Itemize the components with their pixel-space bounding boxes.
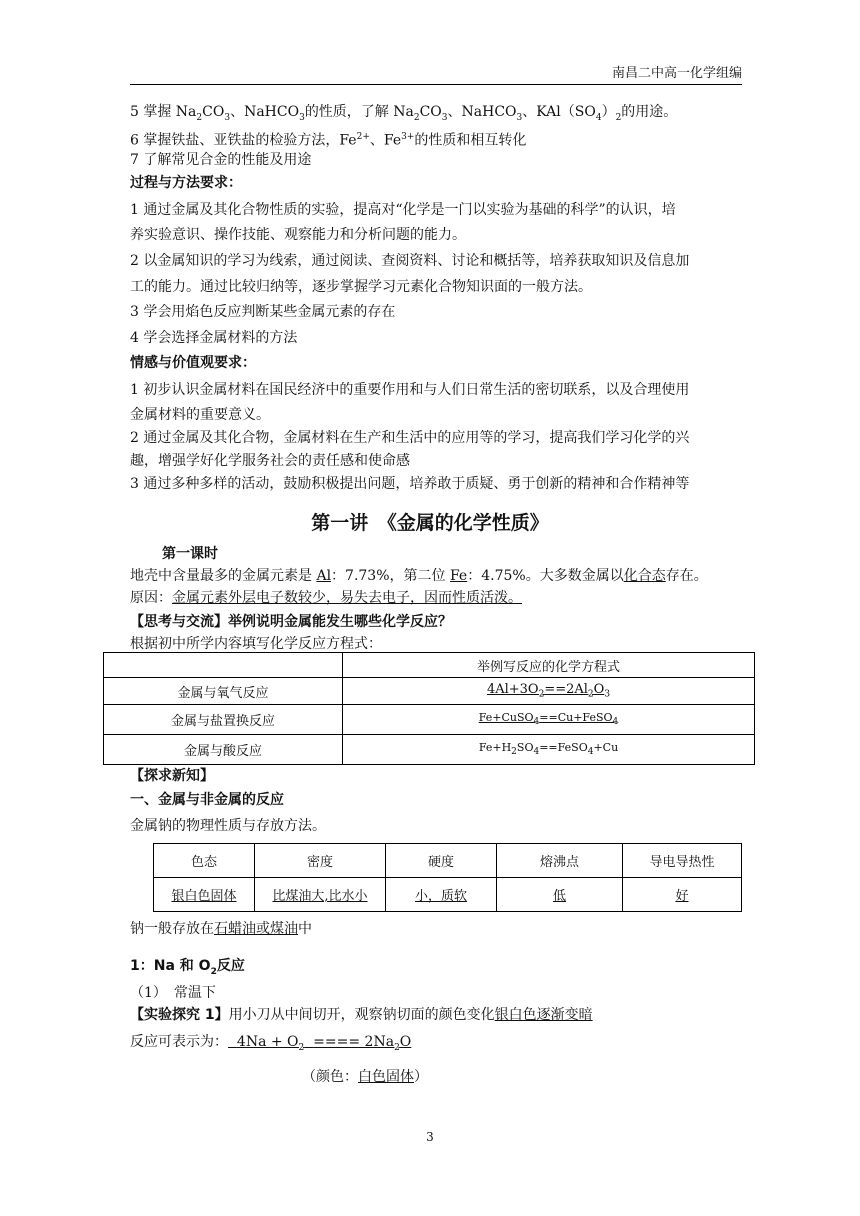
- think-prompt: 【思考与交流】举例说明金属能发生哪些化学反应？: [130, 614, 452, 630]
- page-header: 南昌二中高一化学组编: [611, 66, 742, 81]
- condition-normal-temp: （1） 常温下: [130, 985, 216, 1001]
- page-number: 3: [426, 1130, 434, 1144]
- fill-instruction: 根据初中所学内容填写化学反应方程式：: [130, 636, 382, 652]
- process-4: 4 学会选择金属材料的方法: [130, 330, 298, 346]
- experiment-1: 【实验探究 1】用小刀从中间切开，观察钠切面的颜色变化银白色逐渐变暗: [130, 1007, 593, 1023]
- emotion-1-line2: 金属材料的重要意义。: [130, 407, 270, 423]
- emotion-1-line1: 1 初步认识金属材料在国民经济中的重要作用和与人们日常生活的密切联系，以及合理使用: [130, 382, 690, 398]
- table-header: 举例写反应的化学方程式: [343, 653, 755, 678]
- column-header: 密度: [255, 844, 386, 878]
- row-label: 金属与氧气反应: [104, 678, 343, 705]
- process-2-line1: 2 以金属知识的学习为线索，通过阅读、查阅资料、讨论和概括等，培养获取知识及信息加: [130, 253, 690, 269]
- reaction-equation: 反应可表示为： $4Na + O_2$ ==== $2Na_2O$: [130, 1034, 412, 1053]
- table-cell: 比煤油大,比水小: [255, 878, 386, 912]
- table-cell: 低: [497, 878, 623, 912]
- row-label: 金属与盐置换反应: [104, 705, 343, 735]
- section-heading: 一、金属与非金属的反应: [130, 792, 284, 808]
- header-rule: [130, 84, 742, 85]
- emotion-heading: 情感与价值观要求：: [130, 355, 256, 371]
- table-cell: 好: [623, 878, 742, 912]
- emotion-2-line1: 2 通过金属及其化合物，金属材料在生产和生活中的应用等的学习，提高我们学习化学的兴: [130, 430, 690, 446]
- process-1-line1: 1 通过金属及其化合物性质的实验，提高对“化学是一门以实验为基础的科学”的认识，培: [130, 202, 676, 218]
- table-cell: 小，质软: [386, 878, 497, 912]
- objective-5: 5 掌握 $Na_2CO_3$、NaHCO$_3$的性质，了解 $Na_2CO_3$、NaHCO$_3$、$KAl(SO_4)_2$的用途。: [130, 104, 678, 123]
- process-heading: 过程与方法要求：: [130, 175, 242, 191]
- reaction-heading: 1：Na 和 $O_2$反应: [130, 958, 245, 977]
- reactions-table: [103, 652, 755, 765]
- lecture-title: 第一讲 《金属的化学性质》: [311, 512, 549, 534]
- equation: $4Al+3O_2==2Al_2O_3$: [343, 678, 755, 705]
- crust-abundance: 地壳中含量最多的金属元素是 Al：7.73%，第二位 Fe：4.75%。大多数金属以化合态存在。: [130, 568, 708, 584]
- table-cell: [104, 653, 343, 678]
- column-header: 导电导热性: [623, 844, 742, 878]
- product-color: （颜色：白色固体）: [302, 1069, 428, 1085]
- objective-6: 6 掌握铁盐、亚铁盐的检验方法，$Fe^{2+}$、$Fe^{3+}$的性质和相互转化: [130, 132, 527, 149]
- storage-note: 钠一般存放在石蜡油或煤油中: [130, 921, 312, 937]
- column-header: 硬度: [386, 844, 497, 878]
- column-header: 色态: [154, 844, 255, 878]
- lesson-label: 第一课时: [162, 546, 218, 562]
- reason: 原因：金属元素外层电子数较少，易失去电子，因而性质活泼。: [130, 590, 522, 606]
- equation: Fe+CuSO$_4$==Cu+FeSO$_4$: [343, 705, 755, 735]
- process-1-line2: 养实验意识、操作技能、观察能力和分析问题的能力。: [130, 227, 466, 243]
- process-3: 3 学会用焰色反应判断某些金属元素的存在: [130, 304, 396, 320]
- process-2-line2: 工的能力。通过比较归纳等，逐步掌握学习元素化合物知识面的一般方法。: [130, 279, 592, 295]
- objective-7: 7 了解常见合金的性能及用途: [130, 152, 312, 168]
- emotion-2-line2: 趣，增强学好化学服务社会的责任感和使命感: [130, 453, 410, 469]
- emotion-3: 3 通过多种多样的活动，鼓励积极提出问题，培养敢于质疑、勇于创新的精神和合作精神等: [130, 476, 690, 492]
- sodium-properties-table: [153, 843, 742, 912]
- equation: $Fe+H_2SO_4==FeSO_4+Cu$: [343, 735, 755, 765]
- explore-label: 【探求新知】: [130, 768, 214, 784]
- sodium-properties-intro: 金属钠的物理性质与存放方法。: [130, 818, 326, 834]
- table-cell: 银白色固体: [154, 878, 255, 912]
- column-header: 熔沸点: [497, 844, 623, 878]
- row-label: 金属与酸反应: [104, 735, 343, 765]
